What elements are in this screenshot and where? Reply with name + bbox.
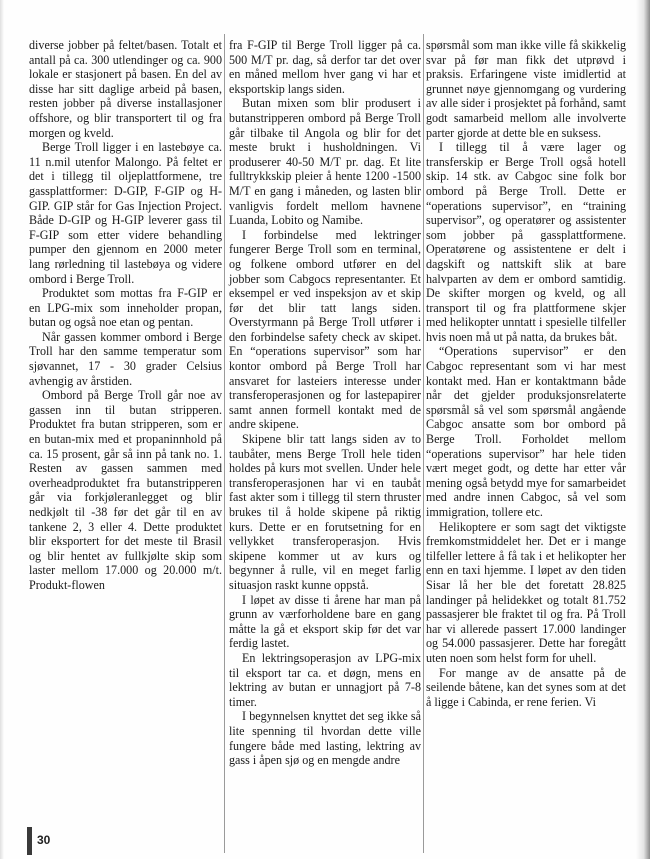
text-column-1	[29, 38, 222, 593]
paragraph: Når gassen kommer ombord i Berge Troll har den samme temperatur som sjøvannet, 17 - 30 grader Celsius avhengig av årstiden.	[29, 329, 222, 388]
paragraph: “Operations supervisor” er den Cabgoc representant som vi har mest kontakt med. Han er kontaktmann både når det gjelder produksjonsrelaterte spørsmål så vel som spørsmål angående Cabgoc ansatte som bor ombord på Berge Troll. Forholdet mellom “operations supervisor” har hele tiden vært meget godt, og dette har etter vår mening også betydd mye for samarbeidet med andre innen Cabgoc, så vel som immigration, tollere etc.	[426, 344, 626, 519]
paragraph: I tillegg til å være lager og transferskip er Berge Troll også hotell skip. 14 stk. av Cabgoc sine folk bor ombord på Berge Troll. Dette er “operations supervisor”, en “training supervisor”, og operatører og assistenter som jobber på gassplattformene. Operatørene og assistentene er delt i dagskift og nattskift slik at bare halvparten av dem er ombord samtidig. De skifter morgen og kveld, og all transport til og fra plattformene skjer med helikopter unntatt i spesielle tilfeller hvis noen må ut på natta, da brukes båt.	[426, 140, 626, 344]
paragraph: I begynnelsen knyttet det seg ikke så lite spenning til hvordan dette ville fungere både med lasting, lektring av gass i åpen sjø og en mengde andre	[229, 709, 421, 768]
column-divider	[423, 34, 424, 853]
paragraph: I forbindelse med lektringer fungerer Berge Troll som en terminal, og folkene ombord utfører en del jobber som Cabgocs representanter. Et eksempel er ved inspeksjon av et skip før det blir tatt langs siden. Overstyrmann på Berge Troll utfører i den forbindelse safety check av skipet. En “operations supervisor” som har kontor ombord på Berge Troll har ansvaret for lasteiers interesse under transferoperasjonen og for lastepapirer samt annen formell kontakt med de andre skipene.	[229, 227, 421, 432]
paragraph: For mange av de ansatte på de seilende båtene, kan det synes som at det å ligge i Cabinda, er rene ferien. Vi	[426, 665, 626, 709]
paragraph: Berge Troll ligger i en lastebøye ca. 11 n.mil utenfor Malongo. På feltet er det i tillegg til oljeplattformene, tre gassplattformer: D-GIP, F-GIP og H-GIP. GIP står for Gas Injection Project. Både D-GIP og H-GIP leverer gass til F-GIP som etter videre behandling pumper den gjennom en 2000 meter lang rørledning til lastebøya og videre ombord i Berge Troll.	[29, 140, 222, 286]
paragraph: Ombord på Berge Troll går noe av gassen inn til butan stripperen. Produktet fra butan stripperen, som er en butan-mix med et propaninnhold på ca. 15 prosent, går så inn på tank no. 1. Resten av gassen sammen med overheadproduktet fra butanstripperen går via forkjøleranlegget og blir nedkjølt til -38 før det går til en av tankene 2, 3 eller 4. Dette produktet blir eksportert for det meste til Brasil og blir hentet av fullkjølte skip som laster mellom 17.000 og 20.000 m/t. Produkt-flowen	[29, 388, 222, 592]
paragraph: fra F-GIP til Berge Troll ligger på ca. 500 M/T pr. dag, så derfor tar det over en måned mellom hver gang vi har et eksportskip langs siden.	[229, 38, 421, 96]
paragraph: En lektringsoperasjon av LPG-mix til eksport tar ca. et døgn, mens en lektring av butan er unnagjort på 7-8 timer.	[229, 650, 421, 709]
footer-marker-bar	[27, 827, 32, 855]
page-gutter-shadow	[0, 0, 4, 859]
paragraph: I løpet av disse ti årene har man på grunn av værforholdene bare en gang måtte la gå et eksport skip før det var ferdig lastet.	[229, 592, 421, 651]
page-number: 30	[37, 833, 51, 847]
paragraph: Skipene blir tatt langs siden av to taubåter, mens Berge Troll hele tiden holdes på kurs mot svellen. Under hele transferoperasjonen har vi en taubåt fast akter som i tillegg til stern thruster brukes til å holde skipene på riktig kurs. Dette er en forutsetning for en vellykket transferoperasjon. Hvis skipene kommer ut av kurs og begynner å rulle, vil en meget farlig situasjon raskt kunne oppstå.	[229, 432, 421, 592]
paragraph: Produktet som mottas fra F-GIP er en LPG-mix som inneholder propan, butan og også noe etan og pentan.	[29, 286, 222, 330]
page-edge-shadow	[636, 0, 650, 859]
paragraph: Butan mixen som blir produsert i butanstripperen ombord på Berge Troll går tilbake til Angola og blir for det meste brukt i husholdningen. Vi produserer 40-50 M/T pr. dag. Et lite fulltrykkskip pleier å hente 1200 -1500 M/T en gang i måneden, og lasten blir vanligvis fordelt mellom havnene Luanda, Lobito og Namibe.	[229, 96, 421, 228]
text-column-3	[426, 38, 626, 709]
column-divider	[224, 34, 225, 853]
paragraph: Helikoptere er som sagt det viktigste fremkomstmiddelet her. Det er i mange tilfeller lettere å få tak i et helikopter her enn en taxi hjemme. I løpet av den tiden Sisar lå her ble det foretatt 28.825 landinger på helidekket og totalt 81.752 passasjerer ble fraktet til og fra. På Troll har vi allerede passert 17.000 landinger og 54.000 passasjerer. Dette har foregått uten noen som helst form for uhell.	[426, 519, 626, 665]
paragraph: diverse jobber på feltet/basen. Totalt et antall på ca. 300 utlendinger og ca. 900 lokale er stasjonert på basen. En del av disse har sitt daglige arbeid på basen, resten jobber på diverse installasjoner offshore, og blir transportert til og fra morgen og kveld.	[29, 38, 222, 140]
paragraph: spørsmål som man ikke ville få skikkelig svar på før man fikk det utprøvd i praksis. Erfaringene viste imidlertid at grunnet nøye gjennomgang og vurdering av alle sider i prosjektet på forhånd, samt godt samarbeid mellom alle involverte parter gjorde at dette ble en suksess.	[426, 38, 626, 140]
text-column-2	[229, 38, 421, 768]
